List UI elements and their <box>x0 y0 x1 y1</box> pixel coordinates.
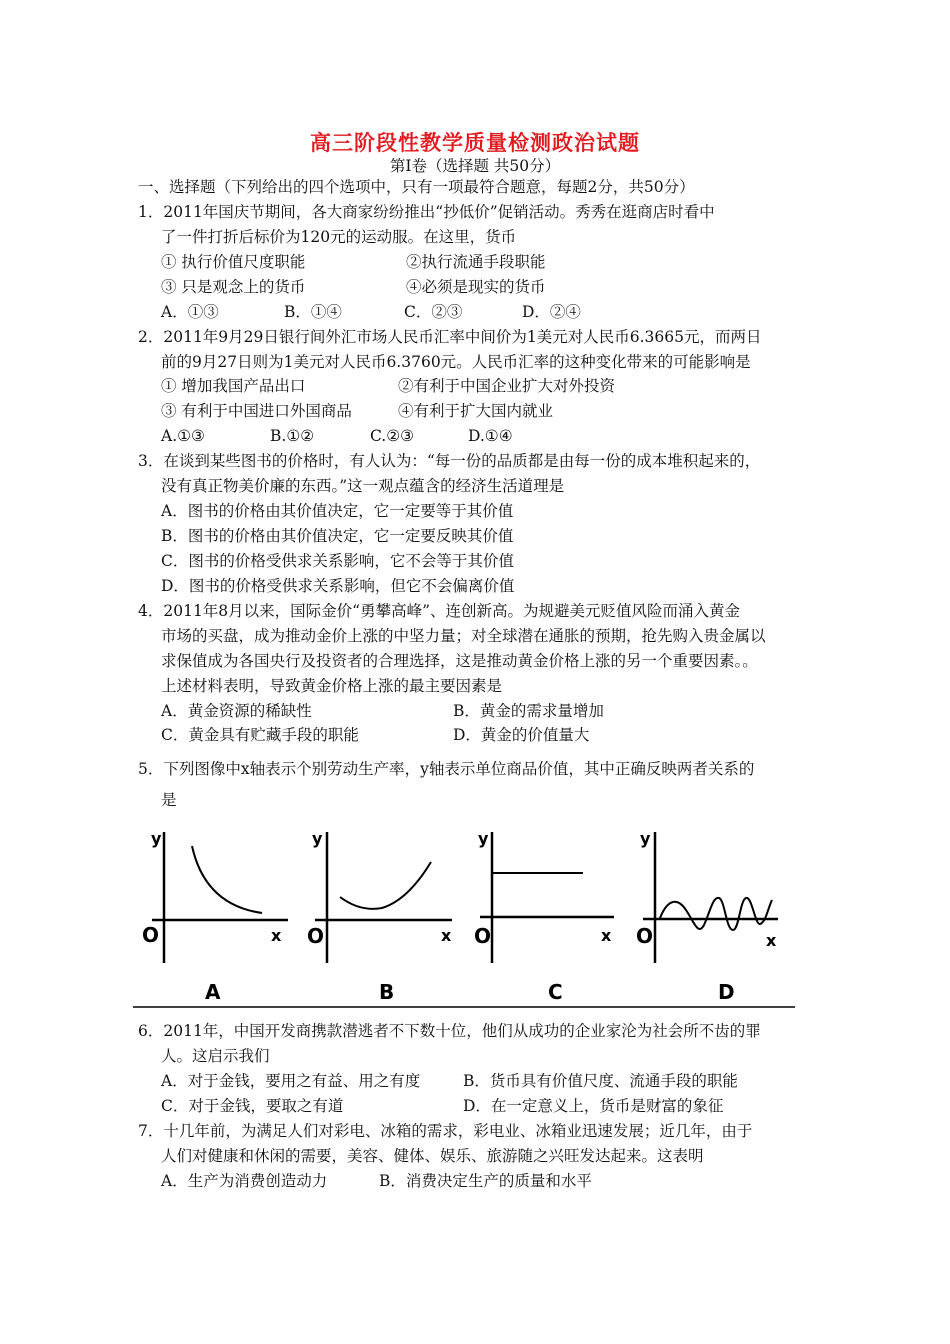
graph-c <box>474 829 614 1004</box>
q2-option-c: C.②③ <box>370 427 415 445</box>
graph-d <box>636 829 778 1004</box>
q4-stem-line1: 4．2011年8月以来，国际金价“勇攀高峰”、连创新高。为规避美元贬值风险而涌入黄金 <box>138 602 741 620</box>
graph-d-label: D <box>718 980 735 1004</box>
q3-option-c: C．图书的价格受供求关系影响，它不会等于其价值 <box>161 552 514 570</box>
q1-statement-4: ④必须是现实的货币 <box>406 278 546 296</box>
graph-c-y-label: y <box>478 829 489 848</box>
q1-option-c: C．②③ <box>404 303 463 321</box>
q6-option-d: D．在一定意义上，货币是财富的象征 <box>463 1097 724 1115</box>
q7-stem-line1: 7．十几年前，为满足人们对彩电、冰箱的需求，彩电业、冰箱业迅速发展；近几年，由于 <box>138 1122 753 1140</box>
q5-stem-line2: 是 <box>161 791 177 809</box>
q4-stem-line2: 市场的买盘，成为推动金价上涨的中坚力量；对全球潜在通胀的预期，抢先购入贵金属以 <box>161 627 766 645</box>
q7-option-a: A．生产为消费创造动力 <box>161 1172 328 1190</box>
q4-option-a: A．黄金资源的稀缺性 <box>161 702 312 720</box>
graph-b-origin-label: O <box>307 924 325 948</box>
q6-option-c: C．对于金钱，要取之有道 <box>161 1097 344 1115</box>
q4-stem-line4: 上述材料表明，导致黄金价格上涨的最主要因素是 <box>161 677 503 695</box>
graph-b-y-label: y <box>312 829 323 848</box>
q1-statement-2: ②执行流通手段职能 <box>406 253 546 271</box>
graph-d-wave-curve <box>660 898 772 930</box>
q3-option-a: A．图书的价格由其价值决定，它一定要等于其价值 <box>161 502 514 520</box>
q2-statement-3: ③ 有利于中国进口外国商品 <box>161 402 352 420</box>
q7-stem-line2: 人们对健康和休闲的需要，美容、健体、娱乐、旅游随之兴旺发达起来。这表明 <box>161 1147 704 1165</box>
exam-title: 高三阶段性教学质量检测政治试题 <box>310 131 640 155</box>
q7-option-b: B．消费决定生产的质量和水平 <box>379 1172 592 1190</box>
q4-option-b: B．黄金的需求量增加 <box>453 702 604 720</box>
q5-stem-line1: 5．下列图像中x轴表示个别劳动生产率，y轴表示单位商品价值，其中正确反映两者关系的 <box>138 760 755 778</box>
part-heading: 第Ⅰ卷（选择题 共50分） <box>389 157 561 175</box>
graph-a-x-label: x <box>271 926 282 945</box>
q6-option-a: A．对于金钱，要用之有益、用之有度 <box>161 1072 421 1090</box>
graph-a-y-label: y <box>151 829 162 848</box>
q4-stem-line3: 求保值成为各国央行及投资者的合理选择，这是推动黄金价格上涨的另一个重要因素。。 <box>161 652 758 670</box>
graph-d-x-label: x <box>766 931 777 950</box>
graph-d-y-label: y <box>640 829 651 848</box>
q2-stem-line2: 前的9月27日则为1美元对人民币6.3760元。人民币汇率的这种变化带来的可能影响是 <box>161 353 751 371</box>
q3-option-b: B．图书的价格由其价值决定，它一定要反映其价值 <box>161 527 514 545</box>
q1-statement-1: ① 执行价值尺度职能 <box>161 253 306 271</box>
graph-a-label: A <box>205 980 221 1004</box>
q2-option-a: A.①③ <box>161 427 205 445</box>
graph-c-x-label: x <box>601 926 612 945</box>
q2-option-d: D.①④ <box>468 427 513 445</box>
graph-a-origin-label: O <box>142 923 160 947</box>
graph-b <box>307 829 452 1004</box>
q3-stem-line1: 3．在谈到某些图书的价格时，有人认为：“每一份的品质都是由每一份的成本堆积起来的， <box>138 452 761 470</box>
graph-a <box>142 829 288 1004</box>
q1-stem-line2: 了一件打折后标价为120元的运动服。在这里，货币 <box>161 228 517 246</box>
graph-a-decreasing-curve <box>192 846 262 913</box>
q2-option-b: B.①② <box>270 427 315 445</box>
q2-stem-line1: 2．2011年9月29日银行间外汇市场人民币汇率中间价为1美元对人民币6.3665元，而两日 <box>138 328 762 346</box>
q2-statement-1: ① 增加我国产品出口 <box>161 377 306 395</box>
q4-option-c: C．黄金具有贮藏手段的职能 <box>161 726 359 744</box>
graph-c-label: C <box>548 980 563 1004</box>
q1-option-a: A．①③ <box>161 303 219 321</box>
q2-statement-4: ④有利于扩大国内就业 <box>398 402 554 420</box>
q3-stem-line2: 没有真正物美价廉的东西。”这一观点蕴含的经济生活道理是 <box>161 477 565 495</box>
q4-option-d: D．黄金的价值量大 <box>453 726 590 744</box>
graph-c-origin-label: O <box>474 924 492 948</box>
graph-d-origin-label: O <box>636 924 654 948</box>
graph-b-x-label: x <box>441 926 452 945</box>
graph-b-label: B <box>379 980 395 1004</box>
q3-option-d: D．图书的价格受供求关系影响，但它不会偏离价值 <box>161 577 515 595</box>
section-heading: 一、选择题（下列给出的四个选项中，只有一项最符合题意，每题2分，共50分） <box>138 178 695 196</box>
q1-stem-line1: 1．2011年国庆节期间，各大商家纷纷推出“抄低价”促销活动。秀秀在逛商店时看中 <box>138 203 715 221</box>
q6-option-b: B．货币具有价值尺度、流通手段的职能 <box>463 1072 738 1090</box>
q1-option-d: D．②④ <box>522 303 581 321</box>
q6-stem-line1: 6．2011年，中国开发商携款潜逃者不下数十位，他们从成功的企业家沦为社会所不齿的罪 <box>138 1022 761 1040</box>
q6-stem-line2: 人。这启示我们 <box>161 1047 270 1065</box>
q1-option-b: B．①④ <box>284 303 342 321</box>
graph-b-u-curve <box>340 862 431 909</box>
q2-statement-2: ②有利于中国企业扩大对外投资 <box>398 377 616 395</box>
q1-statement-3: ③ 只是观念上的货币 <box>161 278 306 296</box>
